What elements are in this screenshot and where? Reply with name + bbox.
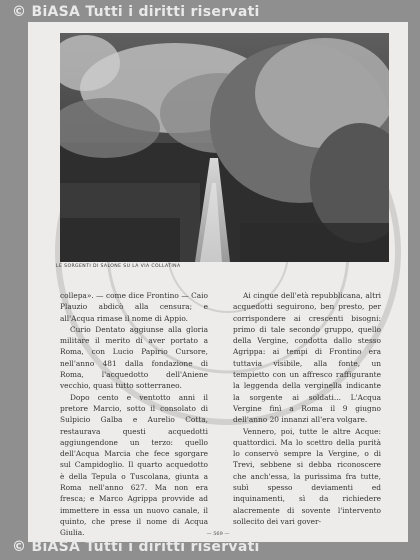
figure-caption: LE SORGENTI DI SALONE SU LA VIA COLLATINA — [56, 264, 181, 269]
scanned-page — [28, 22, 408, 542]
watermark-top: © BiASA Tutti i diritti riservati — [12, 4, 260, 20]
paragraph: Curio Dentato aggiunse alla gloria militare il merito di aver portato a Roma, con Lucio Papirio Cursore, nell'anno 481 dalla fondazione di Roma, l'acquedotto dell'Aniene vecchio, quasi tutto sotterraneo. — [60, 324, 208, 391]
watermark-bottom: © BiASA Tutti i diritti riservati — [12, 539, 260, 555]
article-column-left — [60, 290, 208, 539]
photograph — [60, 33, 389, 262]
photo-spring-landscape — [60, 33, 389, 262]
paragraph: Vennero, poi, tutte le altre Acque: quattordici. Ma lo scettro della purità lo conservò sempre la Vergine, o di Trevi, sebbene si debba riconoscere che anch'essa, la purissima fra tutte, subì spesso deviamenti ed inquinamenti, sì da richiedere alacremente di sovente l'intervento sollecito dei vari gover- — [233, 426, 381, 526]
article-column-right — [233, 290, 381, 527]
paragraph: Ai cinque dell'età repubblicana, altri acquedotti seguirono, ben presto, per corrispondere ai crescenti bisogni: primo di tale secondo gruppo, quello della Vergine, condotta dallo stesso Agrippa: ai tempi di Frontino era tuttavia visibile, alla fonte, un tempietto con un affresco raffigurante la leggenda della verginella indicante la sorgente ai soldati... L'Acqua Vergine finì a Roma il 9 giugno dell'anno 20 innanzi all'era volgare. — [233, 291, 381, 425]
page-number: — 569 — — [206, 531, 230, 537]
paragraph: Dopo cento e ventotto anni il pretore Marcio, sotto il consolato di Sulpicio Galba e Aurelio Cotta, restaurava questi acquedotti aggiungendone un terzo: quello dell'Acqua Marcia che fece sgorgare sul Campidoglio. Il quarto acquedotto è della Tepula o Tuscolana, giunta a Roma nell'anno 627. Ma non era fresca; e Marco Agrippa provvide ad immettere in essa un nuovo canale, il quinto, che prese il nome di Acqua Giulia. — [60, 392, 208, 538]
paragraph: collepa». — come dice Frontino — Caio Plauzio abdicò alla censura; e all'Acqua rimase il nome di Appio. — [60, 291, 208, 323]
